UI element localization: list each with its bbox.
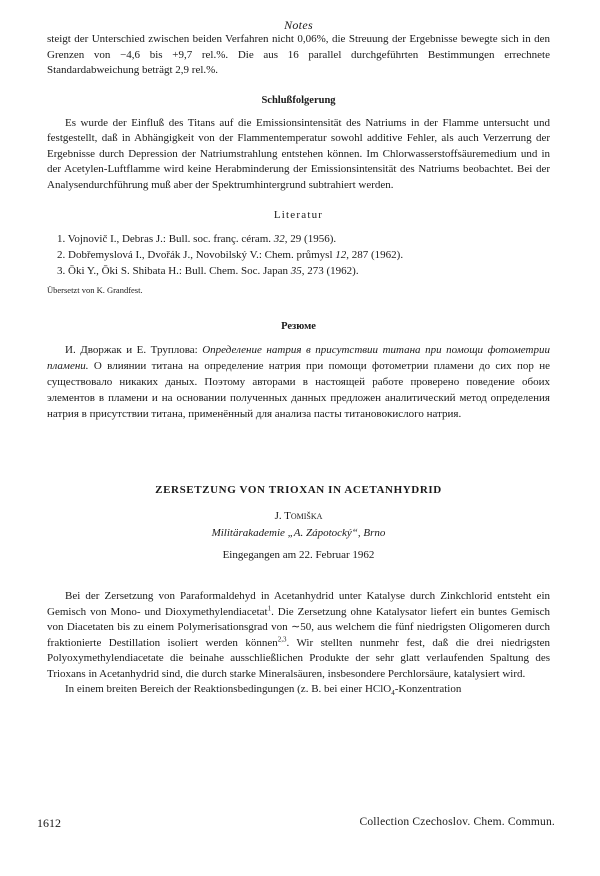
- received-date: Eingegangen am 22. Februar 1962: [222, 549, 375, 561]
- article-author: J. Tomiška: [274, 510, 323, 522]
- reference-item: 1. Vojnovič I., Debras J.: Bull. soc. franç. céram. 32, 29 (1956).: [57, 233, 337, 245]
- article-paragraph: Bei der Zersetzung von Paraformaldehyd in Acetanhydrid unter Katalyse durch Zinkchlorid entsteht ein Gemisch von Mono- und Dioxymethylendiacetat$^1$. Die Zersetzung ohne Katalysator liefert ein buntes Gemisch von Diacetaten bis zu einem Polymerisationsgrad von ∼50, aus welchem die fünf niedrigsten Oligomeren durch fraktionierte Destillation isoliert werden können$^{2,3}$. Wir stellten nunmehr fest, daß die drei niedrigsten Polyoxymethylendiacetate die beinahe ausschließlichen Produkte der sehr glatt verlaufenden Spaltung des Trioxans in Acetanhydrid sind, die durch starke Mineralsäuren, insbesondere Perchlorsäure, katalysiert wird.: [47, 590, 551, 680]
- conclusion-text: Es wurde der Einfluß des Titans auf die Emissionsintensität des Natriums in der Flamme untersucht und festgestellt, daß in Abhängigkeit von der Flammentemperatur sowohl additive Fehler, als auch Verzerrung der Ergebnisse durch Depression der Natriumstrahlung entstehen können. Im Chlorwasserstoffsäuremedium und in der Acetylen-Luftflamme wird keine Herabminderung der Emissionsintensität des Natriums beobachtet. Bei der Analysendurchführung muß aber der Spektrumhintergrund subtrahiert werden.: [47, 116, 550, 191]
- literature-heading: Literatur: [273, 209, 324, 221]
- journal-name: Collection Czechoslov. Chem. Commun.: [359, 816, 555, 828]
- resume-text: И. Дворжак и Е. Труплова: Определение натрия в присутствии титана при помощи фотометрии пламени. О влиянии титана на определение натрия при помощи фотометрии пламени до сих пор не существовало никаких даных. Поэтому авторами в настоящей работе проверено поведение обоих элементов в пламени и на основании полученных данных предложен аналитический метод определения натрия в присутствии титана, применённый для анализа пасты титановокислого натрия.: [47, 344, 550, 420]
- reference-item: 2. Dobřemyslová I., Dvořák J., Novobilský V.: Chem. průmysl 12, 287 (1962).: [57, 249, 404, 261]
- running-head: Notes: [284, 18, 313, 32]
- conclusion-heading: Schlußfolgerung: [261, 94, 336, 106]
- article-body: [47, 589, 550, 698]
- reference-list: [47, 231, 550, 279]
- article-title: ZERSETZUNG VON TRIOXAN IN ACETANHYDRID: [155, 484, 442, 496]
- article-paragraph: In einem breiten Bereich der Reaktionsbedingungen (z. B. bei einer HClO$_4$-Konzentration: [65, 683, 462, 698]
- resume-heading: Резюме: [281, 321, 316, 332]
- article-institution: Militärakademie „A. Zápotocký“, Brno: [211, 527, 386, 539]
- page-number: 1612: [37, 816, 61, 830]
- page-footer: [37, 816, 555, 831]
- reference-item: 3. Ōki Y., Ōki S. Shibata H.: Bull. Chem. Soc. Japan 35, 273 (1962).: [57, 265, 359, 277]
- top-paragraph: steigt der Unterschied zwischen beiden Verfahren nicht 0,06%, die Streuung der Ergebnisse bewegte sich in den Grenzen von −4,6 bis +9,7 rel.%. Die aus 16 parallel durchgeführten Bestimmungen errechnete Standardabweichung beträgt 2,9 rel.%.: [47, 33, 550, 76]
- translator-note: Übersetzt von K. Grandfest.: [47, 285, 143, 295]
